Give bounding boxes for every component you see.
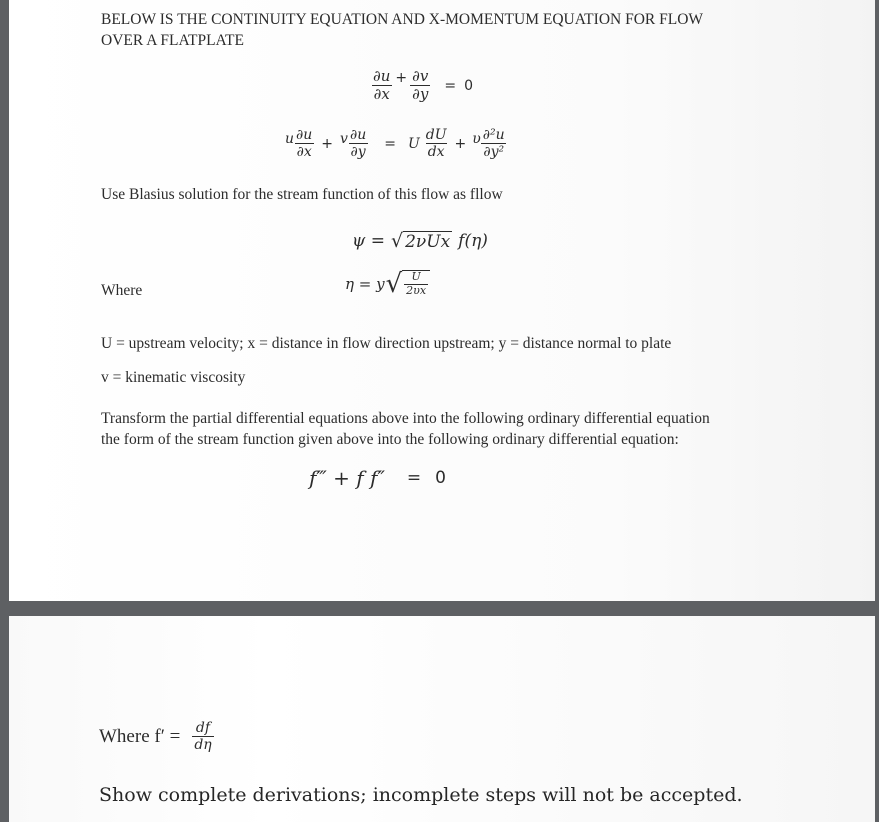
document-page-2 (9, 616, 875, 822)
momentum-equation: u $\frac{\partial u}{\partial x}$ + v $\frac{\partial u}{\partial y}$ = U $\frac{dU}{dx}$ + υ $\frac{\text{∂²u}}{\text{∂y²}}$ (285, 127, 505, 161)
document-page-1 (9, 0, 875, 601)
dv-dy-fraction: $\frac{\partial v}{\partial y}$ (412, 67, 429, 104)
heading-line-1: BELOW IS THE CONTINUITY EQUATION AND X-MOMENTUM EQUATION FOR FLOW (101, 11, 704, 28)
definitions-line-2: v = kinematic viscosity (101, 369, 246, 386)
sqrt-symbol: √ (385, 269, 403, 300)
heading-line-2: OVER A FLATPLATE (101, 32, 244, 49)
derivation-instruction: Show complete derivations; incomplete steps will not be accepted. (99, 784, 743, 806)
blasius-ode: f‴ + f f″ = 0 (309, 466, 446, 490)
fprime-definition: Where f′ = $\frac{df}{d\eta}$ (99, 720, 212, 754)
transform-instructions: Transform the partial differential equations above into the following ordinary differential equation the form of the stream function given above into the following ordinary differential equation: (101, 410, 710, 448)
where-label: Where (101, 282, 143, 299)
heading (101, 9, 801, 51)
sqrt-symbol: √ (390, 230, 404, 252)
eta-definition: η = y √ $\frac{U}{2\upsilon x}$ (345, 270, 430, 297)
continuity-equation: $\frac{\partial u}{\partial x}$ + $\frac{\partial v}{\partial y}$ = 0 (373, 67, 474, 104)
stream-function-equation: ψ = √ 2νUx f(η) (352, 230, 488, 252)
du-dx-fraction: $\frac{\partial u}{\partial x}$ (373, 67, 391, 104)
blasius-intro: Use Blasius solution for the stream function of this flow as fllow (101, 186, 503, 203)
definitions-line-1: U = upstream velocity; x = distance in flow direction upstream; y = distance normal to plate (101, 335, 672, 352)
